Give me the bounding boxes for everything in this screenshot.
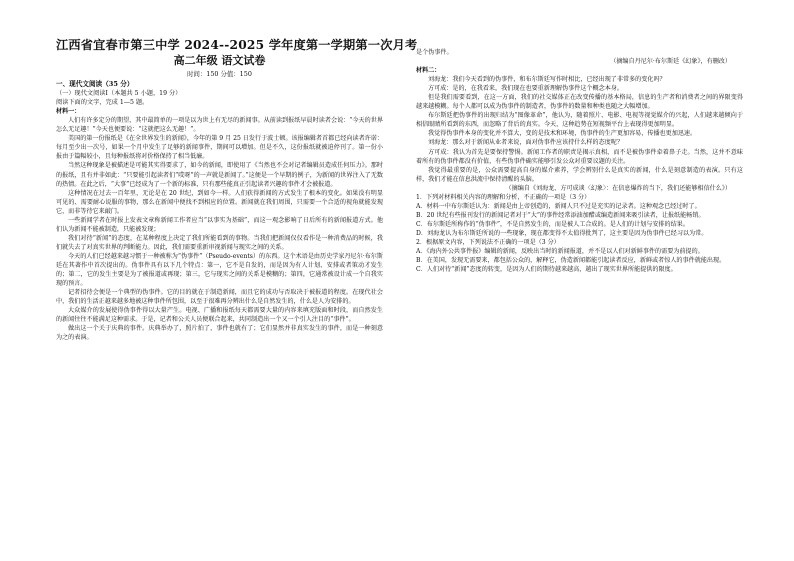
option-2a: A．《海内外公共事件报》编辑的新闻，反映出当时的新闻报道，并不是以人们对新鲜事件的需要为前提的。 xyxy=(416,248,704,256)
option-2c: C．人们对待“新闻”态度的转变，是因为人们的期待越来越高，越出了现实世界所能提供的限度。 xyxy=(416,266,677,274)
source-note: （摘编自《刘海龙、方可成谈〈幻象〉：在信息爆炸的当下，我们还能够相信什么》） xyxy=(505,184,731,192)
passage-paragraph: 人们有许多定分的期望，其中最简单的一项是以为世上有无尽的新闻事。从前读到报纸早晨时读者会说：“今天的世界怎么无足趣！”今天也便要说：“这就把这么无趣！”。 xyxy=(56,117,383,134)
instruction-text: 阅读下面的文字，完成 1—5 题。 xyxy=(56,99,149,107)
passage-paragraph: 我觉得伪事件本身的变化并不算大，变的是技术和环境，伪事件的生产更加容易，传播也更加迅速。 xyxy=(428,130,697,138)
passage-continuation: 是个伪事件。 xyxy=(416,49,453,56)
material-label: 材料二： xyxy=(416,67,441,75)
passage-paragraph: 今天的人们已经越来越习惯于一种被称为“伪事件”（Pseudo-events）的东西。这个术语是由历史学家丹尼尔·布尔斯廷在其著作中首次提出的。伪事件具有以下几个特点：第一，它不是自发的，而是因为有人计划、安排或者策动才发生的；第二，它的发生主要是为了被报道或再现；第三，它与现实之间的关系是模糊的；第四，它通常被设计成一个自我实现的预言。 xyxy=(56,252,383,288)
passage-paragraph: 方可成：是的，在我看来，我们现在也要重新理解伪事件这个概念本身。 xyxy=(428,85,623,93)
subsection-heading: （一）现代文阅读Ⅰ（本题共 5 小题，19 分） xyxy=(56,90,182,98)
page-subtitle: 高二年级 语文试卷 xyxy=(173,54,266,67)
passage-paragraph: 这种情况在过去一百年里，无论是在 20 世纪，到如今一样。人们获得新闻的方式发生了根本的变化。如果没有明显可见的、需要耐心说服的事物，那么在新闻中便找不到相应的位置。新闻就在我们周围，只需要一个合适的视角就能发现它，而非等待它来敲门。 xyxy=(56,189,383,215)
passage-paragraph: 美国的第一份报纸是《在全世界发生的新闻》，今年的第 9 月 25 日发行于波士顿。该报编辑者首都已经向读者许诺：每月至少出一次号，如果一个月中发生了足够的新闻事件，期间可以增加。但是不久，这份报纸就被迫停刊了。第一份小报由于篇幅较小，且每种报纸将对价格保持了相当低廉。 xyxy=(56,135,383,161)
page-title: 江西省宜春市第三中学 2024--2025 学年度第一学期第一次月考 xyxy=(56,38,418,52)
option-1d: D．刘海龙认为布尔斯廷所说的一些现象，现在都变得不太值得批判了，这主要是因为伪事件已经习以为常。 xyxy=(416,229,708,237)
passage-paragraph: 一些新闻学者在时报上发表文章称新闻工作者应当“以事实为基础”，而这一观念影响了日后所有的新闻报道方式。他们认为新闻不能被制造，只能被发现； xyxy=(56,216,383,233)
passage-paragraph: 当然这种现象是被描述是可能其实得要求了，如今的新闻，即使用了《当然也不会对记者编辑员造成任何压力》。那时的报纸，且有并非如此：“只要能引起读者们“哎呀”的一声就是新闻了。”这便是一个早期的例子，为新闻的世界注入了无数的热情。在此之后，“大事”已经成为了一个新的标准，只有那些能真正引起读者兴趣的事件才会被报道。 xyxy=(56,162,383,188)
passage-paragraph: 我们对待“新闻”的态度，在某种程度上决定了我们所能看到的事物。当我们把新闻仅仅看作是一种消费品的时候，我们就失去了对真实世界的判断能力。因此，我们需要重新审视新闻与现实之间的关系。 xyxy=(56,234,383,251)
passage-paragraph: 刘海龙：那么对于新闻从业者来说，面对伪事件应该持什么样的态度呢？ xyxy=(428,139,623,147)
option-1c: C．布尔斯廷所称作的“伪事件”，不是自然发生的，而是被人工合成的。是人们的计划与安排的结果。 xyxy=(416,220,689,228)
passage-paragraph: 布尔斯廷把伪事件的出现归结为“图像革命”，他认为，随着照片、电影、电视等视觉媒介的兴起，人们越来越倾向于相信眼睛所看到的东西，而忽略了背后的真实。今天，这种趋势在短视频平台上表现得更加明显。 xyxy=(416,112,743,129)
question-1: 1．下列对材料相关内容的理解和分析，不正确的一项是（3 分） xyxy=(416,193,591,201)
option-2b: B．在美国，发现无需要来，都包括公众的，解释它，伪造新闻都能引起读者反应，新鲜或者惊人的事件就能出现。 xyxy=(416,257,726,265)
passage-paragraph: 我觉得最重要的是，公众需要提高自身的媒介素养，学会辨别什么是真实的新闻，什么是刻意制造的表演。只有这样，我们才能在信息洪流中保持清醒的头脑。 xyxy=(416,166,743,183)
exam-meta: 时间：150 分值：150 xyxy=(187,70,252,78)
passage-paragraph: 记者招待会便是一个典型的伪事件。它的目的就在于制造新闻，而且它的成功与否取决于被报道的程度。在现代社会中，我们的生活正越来越多地被这种事件所包围，以至于很难再分辨出什么是自然发生的，什么是人为安排的。 xyxy=(56,289,383,306)
passage-paragraph: 但是我们需要看到，在这一方面，我们的社交媒体正在改变传播的基本格局，信息的生产者和消费者之间的界限变得越来越模糊。每个人都可以成为伪事件的制造者，伪事件的数量和种类也随之大幅增加。 xyxy=(416,94,743,111)
left-column xyxy=(56,38,418,342)
source-note: （摘编自丹尼尔·布尔斯廷《幻象》，有删改） xyxy=(610,58,731,66)
right-column xyxy=(416,48,743,274)
passage-paragraph: 刘海龙：我们今天看到的伪事件，和布尔斯廷写作时相比，已经出现了非常多的变化吗？ xyxy=(428,76,666,84)
question-2: 2．根据原文内容，下列说法不正确的一项是（3 分） xyxy=(416,238,560,246)
passage-paragraph: 做出这一个关于庆典的事件。庆典举办了，照片拍了，事件也就有了；它们显然并非真实发生的事件，而是一种刻意为之的表演。 xyxy=(56,325,383,342)
material-label: 材料一： xyxy=(56,108,81,116)
option-1b: B．20 世纪有些报刊发行的新闻记者对于“大”的事件经常添油加醋或编造新闻来吸引读者，让报纸能畅销。 xyxy=(416,211,705,219)
passage-paragraph: 大众媒介的发展使得伪事件得以大量产生。电视、广播和报纸每天都需要大量的内容来填充版面和时段，而自然发生的新闻往往不能满足这种需求。于是，记者和公关人员便联合起来，共同制造出一个又一个引人注目的“事件”。 xyxy=(56,307,383,324)
passage-paragraph: 方可成：我认为首先是要保持警惕。新闻工作者的职责是揭示真相，而不是被伪事件牵着鼻子走。当然，这并不意味着所有的伪事件都没有价值，有些伪事件确实能够引发公众对重要议题的关注。 xyxy=(416,148,743,165)
option-1a: A．材料一中布尔斯廷认为：新闻是由上帝创造的，新闻人只不过是充实的记录者。这种观念已经过时了。 xyxy=(416,202,701,210)
section-heading: 一、现代文阅读（35 分） xyxy=(56,80,134,89)
